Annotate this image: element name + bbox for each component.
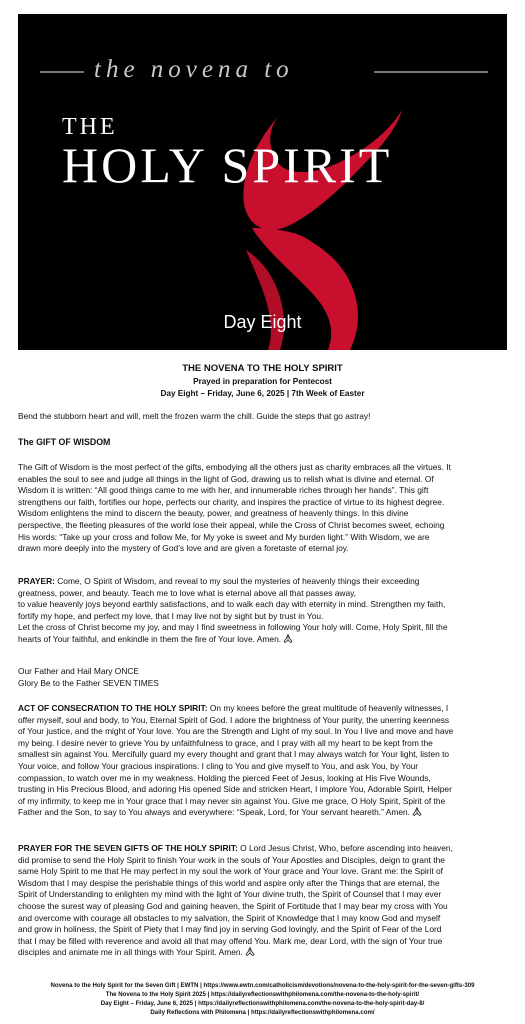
gift-line: The Gift of Wisdom is the most perfect of the gifts, embodying all the others just as charity embraces all the virtues. It (18, 462, 451, 472)
flame-lower-tail (246, 250, 284, 350)
gift-line: His words: “Take up your cross and follow Me, for My yoke is sweet and My burden light.” With Wisdom, we are (18, 531, 430, 542)
gift-heading: The GIFT OF WISDOM (18, 437, 111, 447)
gift-line: Wisdom enlightens the mind to discern the beauty, power, and greatness of heavenly things. In this divine (18, 508, 409, 519)
consecration-line: Your voice, and follow Your gracious inspirations. I cling to You and give myself to You, and ask You, by Your (18, 760, 419, 771)
seven-gifts-first-line (18, 843, 513, 855)
consecration-line: of my infirmity, to keep me in Your grace that I may never sin against You. Give me grace, O Holy Spirit, Spirit of the (18, 795, 446, 806)
gift-line: strengthens our faith, fortifies our hope, perfects our charity, and inspires the practice of virtue to its highest degree. (18, 496, 445, 507)
seven-gifts-line: Spirit of Understanding to enlighten my mind with the light of Your divine truth, the Spirit of Counsel that I may ever (18, 889, 442, 900)
consecration-line: of Your justice, and the might of Your love. You are the Strength and Light of my soul. In You I live and move and have (18, 726, 454, 737)
date-line: Day Eight – Friday, June 6, 2025 | 7th Week of Easter (160, 389, 365, 398)
banner-day-label: Day Eight (223, 312, 302, 332)
seven-gifts-line: and grow in holiness, the Spirit of Piety that I may find joy in serving God lovingly, and the Spirit of Fear of the Lord (18, 924, 442, 935)
prayer-paragraph (18, 576, 513, 646)
consecration-line: trusting in His Precious Blood, and adoring His opened Side and stricken Heart, I implore You, Adorable Spirit, Helper (18, 784, 452, 795)
consecration-line: compassion, to watch over me in my weakness. Holding the pierced Feet of Jesus, looking at His Five Wounds, (18, 772, 431, 783)
banner-title-main: HOLY SPIRIT (62, 137, 393, 193)
intro-text: Bend the stubborn heart and will, melt the frozen warm the chill. Guide the steps that go astray! (18, 411, 371, 421)
banner-title-the: THE (62, 114, 118, 140)
devotions (18, 666, 513, 689)
devotion-line-1: Our Father and Hail Mary ONCE (18, 666, 140, 676)
prayer-label: PRAYER: (18, 576, 55, 586)
consecration-paragraph (18, 703, 513, 819)
footer-source-novena[interactable]: The Novena to the Holy Spirit 2025 | https://dailyreflectionswithphilomena.com/the-novena-to-the-holy-spirit/ (105, 991, 420, 998)
prayer-last-line (18, 634, 513, 646)
devotion-line-2: Glory Be to the Father SEVEN TIMES (18, 677, 159, 688)
gift-line: enables the soul to see and judge all things in the light of God, drawing us to relish what is divine and eternal. Of (18, 473, 434, 484)
praying-hands-icon (283, 634, 293, 643)
banner-title (18, 114, 507, 194)
seven-gifts-paragraph (18, 843, 513, 959)
seven-gifts-line: choose the surest way of pleasing God and gaining heaven, the Spirit of Fortitude that I may bear my cross with You (18, 900, 448, 911)
seven-gifts-label: PRAYER FOR THE SEVEN GIFTS OF THE HOLY SPIRIT: (18, 843, 238, 853)
seven-gifts-line: and overcome with courage all obstacles to my salvation, the Spirit of Knowledge that I may know God and myself (18, 912, 441, 923)
page-title: THE NOVENA TO THE HOLY SPIRIT (182, 363, 343, 374)
gift-line: drawn more deeply into the mystery of God’s love and are given a foretaste of eternal joy. (18, 543, 349, 554)
seven-gifts-line: did promise to send the Holy Spirit to finish Your work in the souls of Your Apostles and Disciples, deign to grant the (18, 854, 445, 865)
consecration-first-line (18, 703, 513, 715)
footer-source-site[interactable]: Daily Reflections with Philomena | https://dailyreflectionswithphilomena.com/ (150, 1009, 375, 1016)
consecration-line: offer myself, soul and body, to You, Eternal Spirit of God. I adore the brightness of Your purity, the unerring keenness (18, 714, 450, 725)
prayer-line: hearts of Your faithful, and enkindle in them the fire of Your love. Amen. (18, 633, 282, 644)
prayer-line: fortify my hope, and perfect my love, that I may live not by sight but by trust in You. (18, 610, 324, 621)
praying-hands-icon (245, 947, 255, 956)
praying-hands-icon (412, 807, 422, 816)
consecration-first-text: On my knees before the great multitude of heavenly witnesses, I (207, 703, 449, 713)
consecration-label: ACT OF CONSECRATION TO THE HOLY SPIRIT: (18, 703, 208, 713)
gift-paragraph (18, 462, 513, 555)
prayer-line: Let the cross of Christ become my joy, and may I find sweetness in following Your holy will. Come, Holy Spirit, fill the (18, 622, 448, 633)
seven-gifts-line: Wisdom that I may despise the perishable things of this world and aspire only after the Things that are eternal, the (18, 877, 440, 888)
gift-line: perspective, the fleeting pleasures of the world lose their appeal, while the Cross of Christ becomes sweet, echoing (18, 519, 445, 530)
seven-gifts-first-text: O Lord Jesus Christ, Who, before ascending into heaven, (237, 843, 453, 853)
banner-subtitle: the novena to (94, 56, 294, 83)
consecration-line: my being. I desire never to grieve You by unfaithfulness to grace, and I pray with all my heart to be kept from the (18, 737, 433, 748)
seven-gifts-line: same Holy Spirit to me that He may perfect in my soul the work of Your grace and Your love. Grant me: the Spirit of (18, 866, 443, 877)
holy-spirit-banner (18, 14, 507, 350)
seven-gifts-line: that I may be filled with reverence and avoid all that may offend You. Mark me, dear Lord, with the sign of Your true (18, 935, 443, 946)
consecration-last-line (18, 807, 513, 819)
seven-gifts-line: disciples and animate me in all things with Your Spirit. Amen. (18, 947, 243, 958)
gift-line: Wisdom it is written: “All good things came to me with her, and innumerable riches through her hands”. This gift (18, 485, 429, 496)
page-subtitle: Prayed in preparation for Pentecost (193, 377, 332, 386)
footer-source-day[interactable]: Day Eight – Friday, June 6, 2025 | https://dailyreflectionswithphilomena.com/the-novena-to-the-holy-spirit-day-8/ (100, 1000, 425, 1007)
seven-gifts-last-line (18, 947, 513, 959)
prayer-first-text: Come, O Spirit of Wisdom, and reveal to my soul the mysteries of heavenly things their exceeding (54, 576, 420, 586)
prayer-line: greatness, power, and beauty. Teach me to love what is eternal above all that passes away, (18, 587, 356, 598)
consecration-line: Father and the Son, to say to You always and everywhere: “Speak, Lord, for Your servant heareth.” Amen. (18, 807, 410, 818)
consecration-line: smallest sin against You. Mercifully guard my every thought and grant that I may always watch for Your light, listen to (18, 749, 450, 760)
prayer-first-line (18, 576, 513, 588)
footer-source-ewtn[interactable]: Novena to the Holy Spirit for the Seven Gift | EWTN | https://www.ewtn.com/catholicism/devotions/novena-to-the-holy-spirit-for-the-seven-gifts-309 (50, 982, 475, 989)
prayer-line: to value heavenly joys beyond earthly satisfactions, and to walk each day with eternity in mind. Strengthen my faith, (18, 599, 446, 610)
